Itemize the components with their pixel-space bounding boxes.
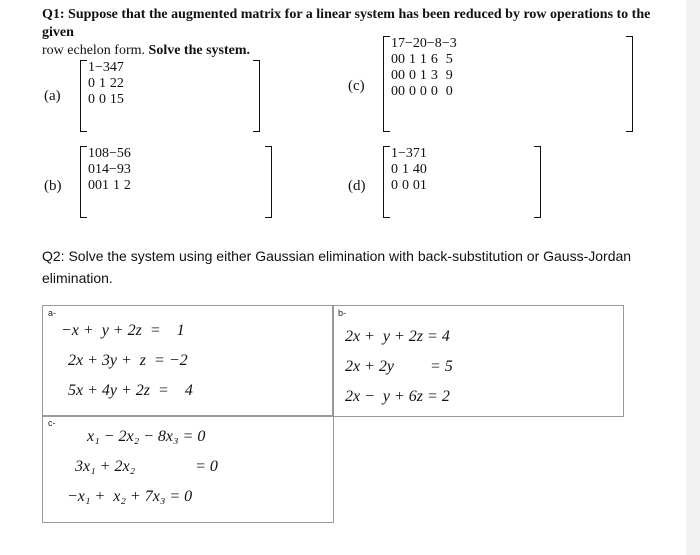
- matrix-c-cell: 0: [408, 68, 416, 83]
- matrix-c-cell: 5: [445, 52, 453, 67]
- matrix-a-label: (a): [44, 88, 61, 104]
- q1-line2: row echelon form.: [42, 43, 149, 58]
- system-a-tag: a-: [48, 308, 57, 318]
- matrix-a-cell: 0: [98, 92, 106, 107]
- matrix-c-cell: 0: [445, 84, 453, 99]
- matrix-c-cell: 0: [398, 84, 405, 99]
- matrix-a-row: [88, 60, 124, 76]
- matrix-c-cell: 0: [391, 68, 398, 83]
- matrix-c-cell: 0: [419, 36, 427, 51]
- matrix-a-cell: 1: [109, 92, 117, 107]
- q2-text: [42, 245, 672, 289]
- matrix-d: [383, 146, 541, 218]
- q2-line1: Q2: Solve the system using either Gaussian elimination with back-substitution or Gauss-Jordan: [42, 248, 632, 264]
- matrix-c-cell: 7: [398, 36, 405, 51]
- matrix-a-cell: 2: [109, 76, 117, 91]
- matrix-d-row: [391, 146, 427, 162]
- scrollbar-track[interactable]: [686, 0, 700, 555]
- matrix-b-cell: 1: [112, 178, 120, 193]
- matrix-c-row: [391, 36, 457, 52]
- matrix-a-row: [88, 92, 124, 108]
- matrix-b-row: [88, 162, 131, 178]
- matrix-b-cell: −5: [109, 146, 124, 161]
- matrix-c-cell: 1: [408, 52, 416, 67]
- matrix-b-cell: 0: [88, 162, 95, 177]
- matrix-b-cell: 3: [123, 162, 131, 177]
- matrix-c-cell: 9: [445, 68, 453, 83]
- matrix-b-cell: 4: [102, 162, 109, 177]
- q1-prefix: Q1: Suppose that the augmented matrix for a linear system has been reduced by row operations to the given: [42, 7, 651, 40]
- matrix-d-row: [391, 178, 427, 194]
- matrix-c-cell: 0: [408, 84, 416, 99]
- system-b-cell: [332, 305, 624, 417]
- matrix-c-cell: 1: [391, 36, 398, 51]
- matrix-c-cell: −2: [405, 36, 420, 51]
- matrix-c-label: (c): [348, 78, 365, 94]
- system-b-eq-3: 2x − y + 6z = 2: [345, 388, 450, 405]
- system-a-eq-3: 5x + 4y + 2z = 4: [68, 382, 193, 399]
- matrix-d-cell: 0: [412, 178, 420, 193]
- matrix-c-row: [391, 52, 457, 68]
- matrix-c-cell: 0: [391, 84, 398, 99]
- matrix-b-cell: −9: [109, 162, 124, 177]
- matrix-b-row: [88, 178, 131, 194]
- system-a-eq-2: 2x + 3y + z = −2: [68, 352, 188, 369]
- q2-line2: elimination.: [42, 270, 113, 286]
- matrix-c-cell: 0: [398, 52, 405, 67]
- system-c-cell: [42, 415, 334, 523]
- matrix-c-cell: 0: [430, 84, 438, 99]
- matrix-b: [80, 146, 272, 218]
- matrix-a-cell: 0: [88, 76, 95, 91]
- matrix-c-row: [391, 84, 457, 100]
- matrix-d-cell: −3: [398, 146, 413, 161]
- matrix-a-cell: 0: [88, 92, 95, 107]
- matrix-b-cell: 0: [95, 146, 102, 161]
- matrix-a-cell: 5: [116, 92, 124, 107]
- matrix-d-cell: 1: [391, 146, 398, 161]
- matrix-a-row: [88, 76, 124, 92]
- matrix-b-cell: 0: [88, 178, 95, 193]
- matrix-c-cell: 0: [391, 52, 398, 67]
- matrix-a-cell: 2: [116, 76, 124, 91]
- matrix-d-cell: 1: [419, 146, 427, 161]
- matrix-b-cell: 1: [88, 146, 95, 161]
- matrix-d-cell: 0: [419, 162, 427, 177]
- matrix-c-cell: 3: [430, 68, 438, 83]
- q1-bold: Solve the system.: [148, 43, 251, 58]
- matrix-b-cell: 8: [102, 146, 109, 161]
- matrix-a: [80, 60, 260, 132]
- matrix-a-cell: 1: [98, 76, 106, 91]
- matrix-d-cell: 4: [412, 162, 420, 177]
- matrix-b-cell: 1: [102, 178, 109, 193]
- matrix-c-cell: 1: [419, 52, 427, 67]
- matrix-c-cell: 0: [398, 68, 405, 83]
- system-b-eq-2: 2x + 2y = 5: [345, 358, 453, 375]
- system-c-eq-2: 3x₁ + 2x₂ = 0: [75, 458, 218, 475]
- matrix-c-cell: −8: [426, 36, 442, 51]
- matrix-c-cell: 6: [430, 52, 438, 67]
- matrix-b-cell: 6: [123, 146, 131, 161]
- matrix-a-cell: 4: [109, 60, 117, 75]
- matrix-b-row: [88, 146, 131, 162]
- matrix-d-cell: 0: [391, 162, 398, 177]
- system-a-cell: [42, 305, 334, 417]
- system-b-tag: b-: [338, 308, 347, 318]
- matrix-d-cell: 1: [419, 178, 427, 193]
- matrix-b-cell: 2: [123, 178, 131, 193]
- system-c-eq-1: x₁ − 2x₂ − 8x₃ = 0: [87, 428, 206, 445]
- system-c-eq-3: −x₁ + x₂ + 7x₃ = 0: [67, 488, 193, 505]
- matrix-c-cell: 0: [419, 84, 427, 99]
- system-b-eq-1: 2x + y + 2z = 4: [345, 328, 450, 345]
- system-a-eq-1: −x + y + 2z = 1: [61, 322, 185, 339]
- matrix-c-cell: 1: [419, 68, 427, 83]
- matrix-a-cell: 7: [116, 60, 124, 75]
- matrix-d-cell: 1: [401, 162, 409, 177]
- matrix-c: [383, 36, 633, 132]
- matrix-b-label: (b): [44, 178, 62, 194]
- matrix-b-cell: 1: [95, 162, 102, 177]
- matrix-d-cell: 0: [391, 178, 398, 193]
- matrix-d-label: (d): [348, 178, 366, 194]
- matrix-c-cell: −3: [441, 36, 457, 51]
- matrix-d-cell: 7: [412, 146, 420, 161]
- matrix-a-cell: −3: [95, 60, 110, 75]
- system-c-tag: c-: [48, 418, 56, 428]
- matrix-d-cell: 0: [401, 178, 409, 193]
- matrix-c-row: [391, 68, 457, 84]
- matrix-b-cell: 0: [95, 178, 102, 193]
- matrix-a-cell: 1: [88, 60, 95, 75]
- matrix-d-row: [391, 162, 427, 178]
